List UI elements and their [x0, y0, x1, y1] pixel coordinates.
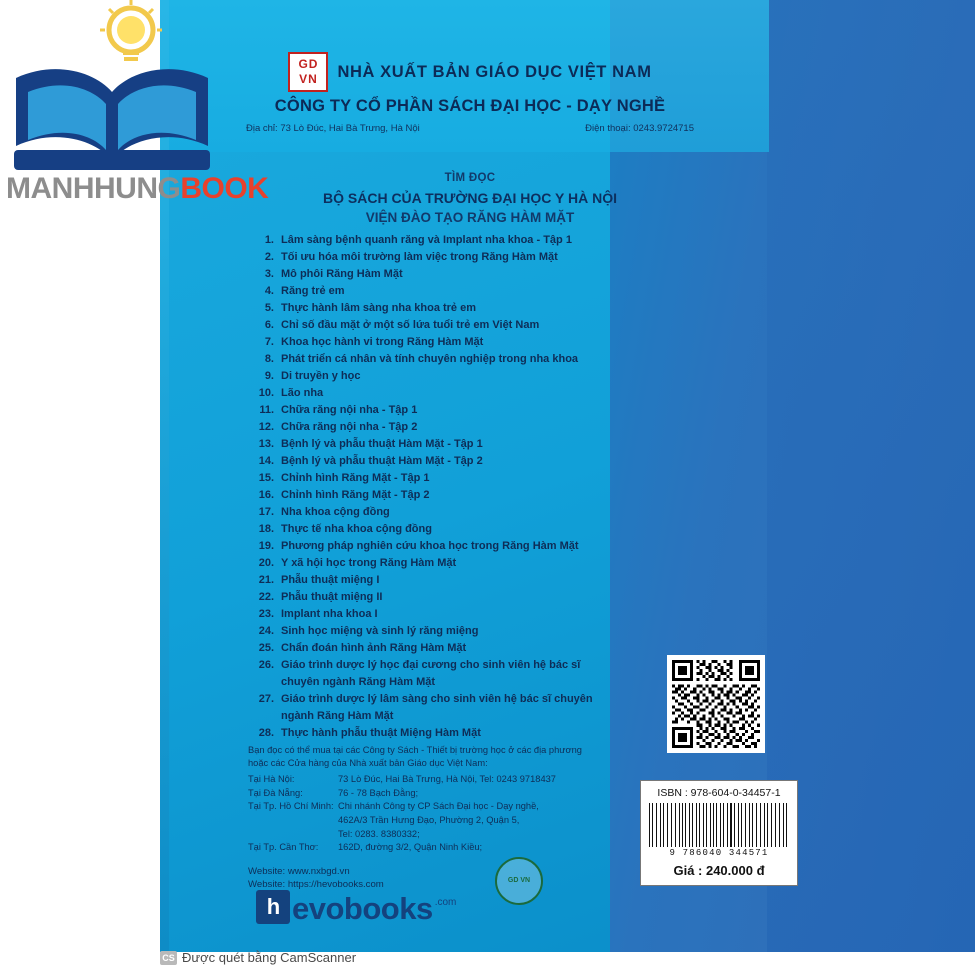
barcode-bar [716, 803, 717, 847]
publisher-logo-bottom: VN [299, 72, 318, 86]
book-number: 19. [258, 540, 274, 552]
book-title: Chữa răng nội nha - Tập 2 [281, 421, 418, 433]
book-list [248, 232, 718, 742]
barcode-bar [780, 803, 781, 847]
barcode-bar [679, 803, 680, 847]
book-number: 1. [264, 234, 274, 246]
barcode-bar [741, 803, 742, 847]
book-list-item [248, 283, 718, 300]
barcode-bar [691, 803, 692, 847]
book-list-item [248, 538, 718, 555]
barcode-bar [723, 803, 724, 847]
book-number: 17. [258, 506, 274, 518]
barcode-bar [750, 803, 751, 847]
book-title: Chỉnh hình Răng Mặt - Tập 2 [281, 489, 430, 501]
book-number: 4. [264, 285, 274, 297]
barcode-bar [681, 803, 682, 847]
evobooks-logo [256, 890, 456, 924]
book-number: 8. [264, 353, 274, 365]
distribution-value: 76 - 78 Bạch Đằng; [338, 787, 419, 798]
camscanner-footer [160, 950, 356, 965]
book-back-cover [160, 0, 975, 952]
book-list-item [248, 487, 718, 504]
barcode-bar [738, 803, 739, 847]
publisher-seal-icon [495, 857, 543, 905]
barcode-bar [689, 803, 690, 847]
publisher-contact [240, 123, 700, 134]
book-number: 5. [264, 302, 274, 314]
barcode-bar [757, 803, 759, 847]
barcode-bar [736, 803, 737, 847]
website-1: Website: www.nxbgd.vn [248, 865, 350, 877]
barcode-bar [779, 803, 780, 847]
book-list-item [248, 385, 718, 402]
distribution-value: Tel: 0283. 8380332; [338, 828, 420, 839]
book-list-item [248, 504, 718, 521]
barcode-bar [671, 803, 672, 847]
camscanner-text: Được quét bằng CamScanner [182, 950, 357, 965]
barcode-bar [675, 803, 676, 847]
barcode-bar [728, 803, 729, 847]
barcode-bar [699, 803, 700, 847]
book-title: Chỉ số đầu mặt ở một số lứa tuổi trẻ em Việt Nam [281, 319, 540, 331]
book-list-item [248, 555, 718, 572]
book-number: 27. [258, 693, 274, 705]
publisher-phone: Điện thoại: 0243.9724715 [585, 123, 694, 134]
distribution-label: Tại Tp. Cần Thơ: [248, 842, 319, 853]
barcode-bar [665, 803, 666, 847]
book-list-item [248, 436, 718, 453]
book-number: 28. [258, 727, 274, 739]
camscanner-badge-icon: CS [160, 951, 177, 965]
book-title: Implant nha khoa I [281, 608, 378, 620]
barcode-bar [720, 803, 721, 847]
book-title: Giáo trình dược lý lâm sàng cho sinh viên hệ bác sĩ chuyên [281, 693, 593, 705]
book-number: 12. [258, 421, 274, 433]
book-number: 11. [259, 404, 274, 416]
barcode-bar [745, 803, 746, 847]
barcode-bar [733, 803, 734, 847]
barcode-bar [663, 803, 664, 847]
publisher-address: Địa chỉ: 73 Lò Đúc, Hai Bà Trưng, Hà Nội [246, 123, 420, 134]
book-title: Thực hành lâm sàng nha khoa trẻ em [281, 302, 477, 314]
barcode-bar [775, 803, 776, 847]
distribution-row [248, 841, 556, 855]
book-title: Chữa răng nội nha - Tập 1 [281, 404, 418, 416]
book-list-item [248, 368, 718, 385]
book-number: 14. [258, 455, 274, 467]
book-number: 15. [258, 472, 274, 484]
barcode-bar [773, 803, 774, 847]
barcode-bar [754, 803, 755, 847]
distribution-label: Tại Tp. Hồ Chí Minh: [248, 801, 334, 812]
barcode-bar [697, 803, 698, 847]
distribution-intro-line1: Bạn đọc có thể mua tại các Công ty Sách - Thiết bị trường học ở các địa phương [248, 745, 582, 755]
barcode-bar [682, 803, 683, 847]
barcode-bar [727, 803, 728, 847]
barcode-bar [713, 803, 714, 847]
distribution-label: Tại Đà Nẵng: [248, 787, 303, 798]
barcode-bar [718, 803, 719, 847]
book-title: Chỉnh hình Răng Mặt - Tập 1 [281, 472, 430, 484]
barcode-bar [704, 803, 705, 847]
distribution-value: 162D, đường 3/2, Quận Ninh Kiều; [338, 842, 483, 853]
barcode-bar [777, 803, 778, 847]
book-list-item [248, 589, 718, 606]
barcode-bar [756, 803, 757, 847]
barcode-bar [771, 803, 772, 847]
book-list-item [248, 657, 718, 674]
lightbulb-icon [100, 0, 162, 61]
qr-code-icon [672, 660, 760, 748]
book-title: Tối ưu hóa môi trường làm việc trong Răng Hàm Mặt [281, 251, 558, 263]
barcode-bar [652, 803, 653, 847]
book-title: Sinh học miệng và sinh lý răng miệng [281, 625, 479, 637]
distribution-value: 73 Lò Đúc, Hai Bà Trưng, Hà Nội, Tel: 0243 9718437 [338, 774, 556, 785]
barcode-bar [649, 803, 650, 847]
barcode-bar [673, 803, 675, 847]
barcode-bar [669, 803, 670, 847]
book-title: Thực hành phẫu thuật Miệng Hàm Mặt [281, 727, 481, 739]
barcode-bar [746, 803, 747, 847]
evobooks-wordmark: evobooks [292, 891, 433, 926]
publisher-logo-top: GD [298, 57, 319, 71]
book-number: 10. [258, 387, 274, 399]
institute-heading: VIỆN ĐÀO TẠO RĂNG HÀM MẶT [365, 210, 575, 225]
book-list-item [248, 606, 718, 623]
book-number: 7. [264, 336, 274, 348]
barcode-bar [710, 803, 711, 847]
publisher-name-row [240, 52, 700, 92]
barcode-bar [661, 803, 662, 847]
barcode-bar [725, 803, 726, 847]
book-list-item [248, 521, 718, 538]
evobooks-mark-icon: h [256, 890, 290, 924]
barcode-bar [786, 803, 787, 847]
barcode-bar [734, 803, 735, 847]
publisher-name: NHÀ XUẤT BẢN GIÁO DỤC VIỆT NAM [337, 62, 652, 81]
book-number: 16. [258, 489, 274, 501]
barcode-bar [743, 803, 744, 847]
book-list-item [248, 351, 718, 368]
barcode-bar [706, 803, 707, 847]
distribution-row [248, 800, 556, 814]
barcode-bar [684, 803, 685, 847]
distribution-label: Tại Hà Nội: [248, 774, 295, 785]
book-title: Phẫu thuật miệng I [281, 574, 380, 586]
barcode-bar [722, 803, 723, 847]
book-number: 18. [258, 523, 274, 535]
publisher-block [240, 52, 700, 134]
distribution-label [248, 814, 338, 828]
book-title: Mô phôi Răng Hàm Mặt [281, 268, 403, 280]
book-number: 6. [264, 319, 274, 331]
barcode-bar [658, 803, 659, 847]
barcode-bar [762, 803, 763, 847]
book-number: 3. [264, 268, 274, 280]
book-list-item [248, 725, 718, 742]
barcode-bar [660, 803, 661, 847]
book-number: 2. [264, 251, 274, 263]
book-title-continuation: chuyên ngành Răng Hàm Mặt [281, 676, 436, 688]
book-title: Nha khoa cộng đồng [281, 506, 390, 518]
barcode-bar [769, 803, 770, 847]
watermark-text-part1: MANHHUNG [6, 172, 181, 205]
book-list-item [248, 572, 718, 589]
book-list-item [248, 300, 718, 317]
book-title: Phát triển cá nhân và tính chuyên nghiệp trong nha khoa [281, 353, 579, 365]
distribution-value: Chi nhánh Công ty CP Sách Đại học - Dạy nghề, [338, 801, 539, 812]
book-series-heading: BỘ SÁCH CỦA TRƯỜNG ĐẠI HỌC Y HÀ NỘI [323, 190, 617, 206]
book-number: 20. [258, 557, 274, 569]
barcode-bar [752, 803, 753, 847]
book-title: Lâm sàng bệnh quanh răng và Implant nha khoa - Tập 1 [281, 234, 572, 246]
book-number: 26. [258, 659, 274, 671]
book-title: Giáo trình dược lý học đại cương cho sinh viên hệ bác sĩ [281, 659, 581, 671]
barcode-bar [703, 803, 704, 847]
book-number: 13. [258, 438, 274, 450]
book-title: Bệnh lý và phẫu thuật Hàm Mặt - Tập 1 [281, 438, 483, 450]
barcode-bar [708, 803, 709, 847]
isbn-box [640, 780, 798, 886]
barcode-bar [784, 803, 785, 847]
find-heading: TÌM ĐỌC [444, 172, 496, 184]
book-list-item [248, 470, 718, 487]
book-list-item [248, 317, 718, 334]
book-list-item [248, 691, 718, 708]
book-title: Phương pháp nghiên cứu khoa học trong Răng Hàm Mặt [281, 540, 579, 552]
distribution-row [248, 828, 556, 842]
distribution-row [248, 814, 556, 828]
barcode-bar [730, 803, 731, 847]
barcode-bar [767, 803, 768, 847]
book-title: Khoa học hành vi trong Răng Hàm Mặt [281, 336, 484, 348]
book-title: Răng trẻ em [281, 285, 345, 297]
book-list-item [248, 453, 718, 470]
barcode-bar [764, 803, 765, 847]
distribution-table [248, 773, 556, 855]
barcode-digits: 9 786040 344571 [669, 848, 769, 858]
watermark-text-part2: BOOK [180, 172, 269, 205]
book-list-item [248, 232, 718, 249]
barcode-bar [760, 803, 761, 847]
book-title: Di truyền y học [281, 370, 361, 382]
distribution-row [248, 787, 556, 801]
barcode-bar [677, 803, 678, 847]
book-title: Y xã hội học trong Răng Hàm Mặt [281, 557, 457, 569]
barcode-bar [696, 803, 697, 847]
barcode-bar [749, 803, 750, 847]
barcode-bar [740, 803, 741, 847]
book-number: 22. [258, 591, 274, 603]
qr-code [667, 655, 765, 753]
book-list-item [248, 249, 718, 266]
book-number: 21. [258, 574, 274, 586]
barcode-bar [715, 803, 716, 847]
barcode-bar [656, 803, 657, 847]
book-title: Chẩn đoán hình ảnh Răng Hàm Mặt [281, 642, 467, 654]
book-list-item [248, 402, 718, 419]
publisher-company: CÔNG TY CỔ PHẦN SÁCH ĐẠI HỌC - DẠY NGHỀ [274, 97, 666, 115]
distribution-value: 462A/3 Trần Hưng Đạo, Phường 2, Quận 5, [338, 814, 520, 825]
book-number: 24. [258, 625, 274, 637]
barcode-bar [701, 803, 702, 847]
book-title: Phẫu thuật miệng II [281, 591, 383, 603]
book-title: Bệnh lý và phẫu thuật Hàm Mặt - Tập 2 [281, 455, 483, 467]
distribution-row [248, 773, 556, 787]
book-number: 25. [258, 642, 274, 654]
barcode-bar [783, 803, 784, 847]
book-list-item [248, 334, 718, 351]
publisher-logo-icon [288, 52, 328, 92]
book-number: 23. [258, 608, 274, 620]
book-number: 9. [264, 370, 274, 382]
distribution-intro [248, 744, 718, 769]
book-title: Thực tế nha khoa cộng đồng [281, 523, 432, 535]
distribution-label [248, 828, 338, 842]
barcode-bar [687, 803, 688, 847]
book-list-item [248, 640, 718, 657]
barcode-bar [667, 803, 668, 847]
barcode-bar [685, 803, 686, 847]
book-list-item [248, 623, 718, 640]
barcode-bar [651, 803, 652, 847]
book-list-item [248, 266, 718, 283]
book-title-continuation: ngành Răng Hàm Mặt [281, 710, 394, 722]
isbn-label: ISBN : 978-604-0-34457-1 [657, 787, 781, 799]
barcode-bar [694, 803, 695, 847]
price-label: Giá : 240.000 đ [673, 863, 765, 878]
book-title: Lão nha [281, 387, 324, 399]
barcode-bar [788, 803, 789, 847]
seal-text: GD VN [507, 877, 531, 884]
evobooks-domain-suffix: .com [434, 897, 457, 908]
book-list-item [248, 419, 718, 436]
barcode-bar [766, 803, 767, 847]
website-2: Website: https://hevobooks.com [248, 878, 384, 890]
barcode-bar [692, 803, 693, 847]
barcode [649, 803, 789, 847]
distribution-intro-line2: hoặc các Cửa hàng của Nhà xuất bản Giáo dục Việt Nam: [248, 757, 488, 768]
barcode-bar [712, 803, 713, 847]
barcode-bar [654, 803, 655, 847]
